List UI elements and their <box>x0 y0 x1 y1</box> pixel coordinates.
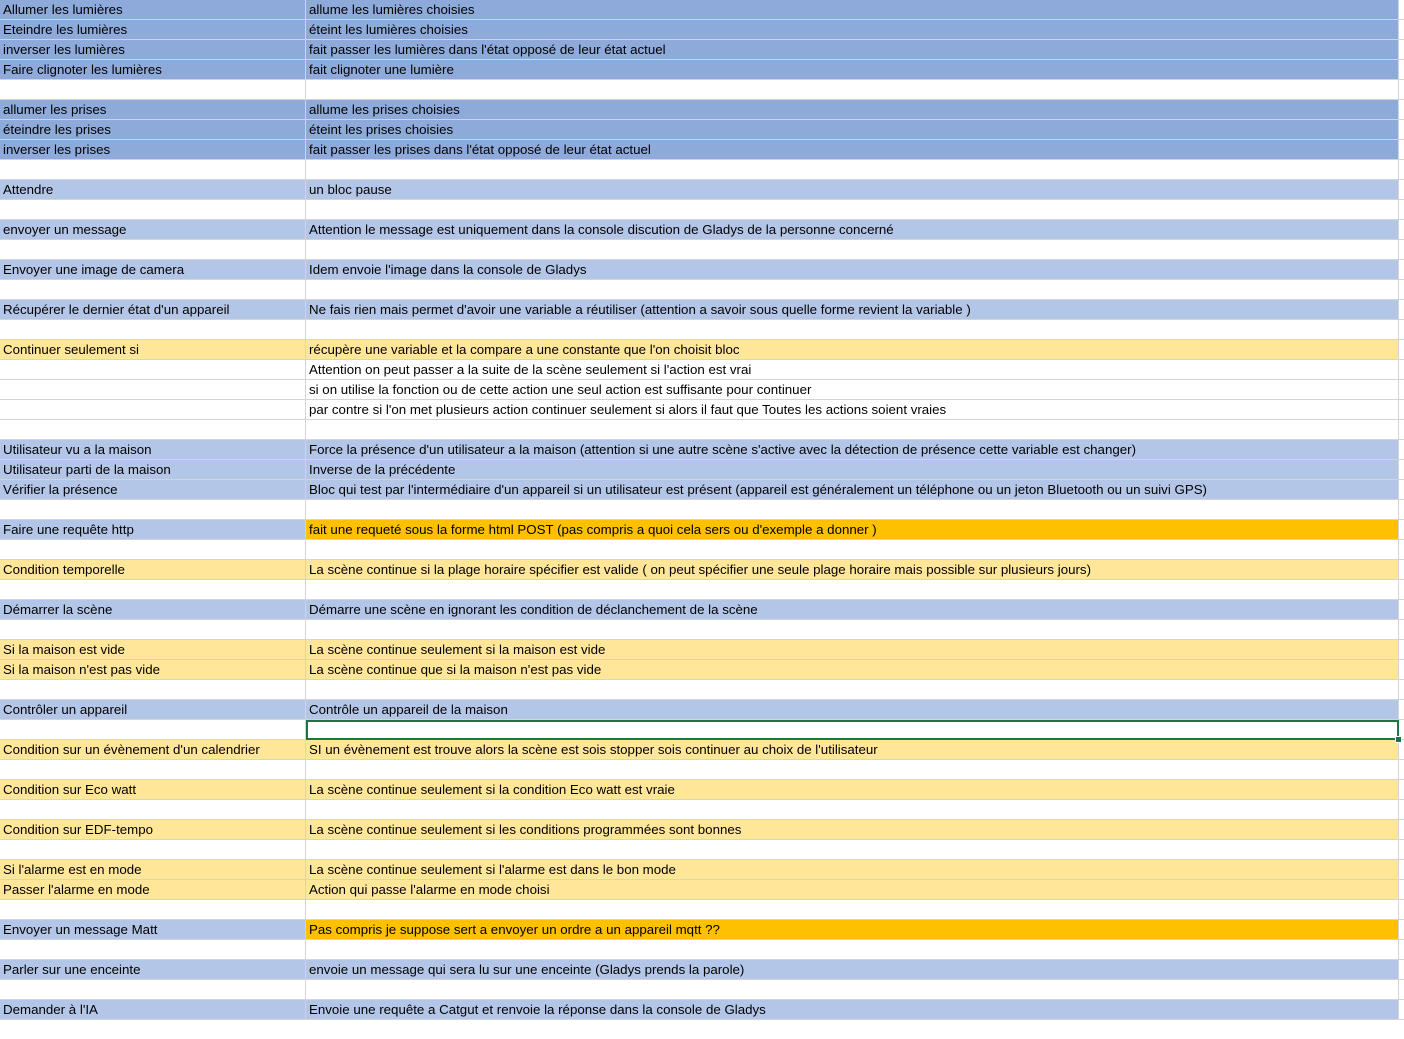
action-name-cell[interactable] <box>0 540 306 560</box>
action-description-cell[interactable]: Envoie une requête a Catgut et renvoie la réponse dans la console de Gladys <box>306 1000 1399 1020</box>
table-row <box>0 980 1404 1000</box>
action-name-cell[interactable]: Contrôler un appareil <box>0 700 306 720</box>
action-description-cell[interactable] <box>306 160 1399 180</box>
table-row <box>0 660 1404 680</box>
empty-cell[interactable] <box>1399 680 1404 700</box>
action-description-cell[interactable]: un bloc pause <box>306 180 1399 200</box>
table-row <box>0 440 1404 460</box>
action-name-cell[interactable] <box>0 420 306 440</box>
empty-cell[interactable] <box>1399 780 1404 800</box>
empty-cell[interactable] <box>1399 0 1404 20</box>
empty-cell[interactable] <box>1399 220 1404 240</box>
action-description-cell[interactable]: La scène continue seulement si les conditions programmées sont bonnes <box>306 820 1399 840</box>
table-row <box>0 1000 1404 1020</box>
empty-cell[interactable] <box>1399 280 1404 300</box>
empty-cell[interactable] <box>1399 540 1404 560</box>
empty-cell[interactable] <box>1399 760 1404 780</box>
action-name-cell[interactable]: Eteindre les lumières <box>0 20 306 40</box>
action-name-cell[interactable] <box>0 680 306 700</box>
empty-cell[interactable] <box>1399 480 1404 500</box>
table-row <box>0 620 1404 640</box>
empty-cell[interactable] <box>1399 180 1404 200</box>
action-description-cell[interactable] <box>306 280 1399 300</box>
action-description-cell[interactable]: fait passer les prises dans l'état opposé de leur état actuel <box>306 140 1399 160</box>
table-row <box>0 520 1404 540</box>
action-name-cell[interactable]: Envoyer une image de camera <box>0 260 306 280</box>
action-name-cell[interactable] <box>0 400 306 420</box>
table-row <box>0 800 1404 820</box>
action-name-cell[interactable] <box>0 320 306 340</box>
action-name-cell[interactable]: Parler sur une enceinte <box>0 960 306 980</box>
empty-cell[interactable] <box>1399 380 1404 400</box>
table-row <box>0 600 1404 620</box>
action-description-cell[interactable]: si on utilise la fonction ou de cette action une seul action est suffisante pour continuer <box>306 380 1399 400</box>
table-row <box>0 460 1404 480</box>
action-name-cell[interactable]: Condition sur EDF-tempo <box>0 820 306 840</box>
action-name-cell[interactable]: Récupérer le dernier état d'un appareil <box>0 300 306 320</box>
action-description-cell[interactable] <box>306 800 1399 820</box>
empty-cell[interactable] <box>1399 820 1404 840</box>
action-name-cell[interactable] <box>0 800 306 820</box>
action-name-cell[interactable] <box>0 840 306 860</box>
table-row <box>0 240 1404 260</box>
action-name-cell[interactable] <box>0 620 306 640</box>
table-row <box>0 700 1404 720</box>
table-row <box>0 380 1404 400</box>
table-row <box>0 60 1404 80</box>
action-name-cell[interactable]: Envoyer un message Matt <box>0 920 306 940</box>
empty-cell[interactable] <box>1399 800 1404 820</box>
action-name-cell[interactable]: Faire clignoter les lumières <box>0 60 306 80</box>
empty-cell[interactable] <box>1399 200 1404 220</box>
action-name-cell[interactable]: Si la maison n'est pas vide <box>0 660 306 680</box>
table-row <box>0 820 1404 840</box>
table-row <box>0 920 1404 940</box>
action-name-cell[interactable] <box>0 580 306 600</box>
empty-cell[interactable] <box>1399 240 1404 260</box>
table-row <box>0 740 1404 760</box>
action-description-cell[interactable]: Contrôle un appareil de la maison <box>306 700 1399 720</box>
selected-cell[interactable] <box>306 720 1399 740</box>
action-name-cell[interactable] <box>0 720 306 740</box>
action-name-cell[interactable]: allumer les prises <box>0 100 306 120</box>
empty-cell[interactable] <box>1399 460 1404 480</box>
table-row <box>0 360 1404 380</box>
action-description-cell[interactable]: Action qui passe l'alarme en mode choisi <box>306 880 1399 900</box>
action-description-cell[interactable]: éteint les prises choisies <box>306 120 1399 140</box>
action-name-cell[interactable]: éteindre les prises <box>0 120 306 140</box>
table-row <box>0 280 1404 300</box>
action-description-cell[interactable]: Attention le message est uniquement dans la console discution de Gladys de la personne concerné <box>306 220 1399 240</box>
action-description-cell[interactable]: allume les lumières choisies <box>306 0 1399 20</box>
action-name-cell[interactable] <box>0 160 306 180</box>
empty-cell[interactable] <box>1399 440 1404 460</box>
action-name-cell[interactable]: Utilisateur parti de la maison <box>0 460 306 480</box>
action-description-cell[interactable]: La scène continue seulement si la condition Eco watt est vraie <box>306 780 1399 800</box>
table-row <box>0 200 1404 220</box>
table-row <box>0 560 1404 580</box>
action-name-cell[interactable] <box>0 760 306 780</box>
action-name-cell[interactable]: Demander à l'IA <box>0 1000 306 1020</box>
action-name-cell[interactable]: Attendre <box>0 180 306 200</box>
action-description-cell[interactable] <box>306 840 1399 860</box>
empty-cell[interactable] <box>1399 900 1404 920</box>
table-row <box>0 420 1404 440</box>
action-name-cell[interactable] <box>0 200 306 220</box>
empty-cell[interactable] <box>1399 940 1404 960</box>
empty-cell[interactable] <box>1399 580 1404 600</box>
table-row <box>0 860 1404 880</box>
action-description-cell[interactable]: Pas compris je suppose sert a envoyer un ordre a un appareil mqtt ?? <box>306 920 1399 940</box>
action-name-cell[interactable]: inverser les prises <box>0 140 306 160</box>
empty-cell[interactable] <box>1399 60 1404 80</box>
action-description-cell[interactable]: Idem envoie l'image dans la console de Gladys <box>306 260 1399 280</box>
empty-cell[interactable] <box>1399 840 1404 860</box>
empty-cell[interactable] <box>1399 860 1404 880</box>
table-row <box>0 180 1404 200</box>
action-description-cell[interactable]: récupère une variable et la compare a une constante que l'on choisit bloc <box>306 340 1399 360</box>
action-description-cell[interactable]: éteint les lumières choisies <box>306 20 1399 40</box>
action-name-cell[interactable]: inverser les lumières <box>0 40 306 60</box>
empty-cell[interactable] <box>1399 120 1404 140</box>
empty-cell[interactable] <box>1399 300 1404 320</box>
empty-cell[interactable] <box>1399 100 1404 120</box>
table-row <box>0 500 1404 520</box>
empty-cell[interactable] <box>1399 620 1404 640</box>
action-name-cell[interactable]: Condition temporelle <box>0 560 306 580</box>
action-description-cell[interactable] <box>306 680 1399 700</box>
empty-cell[interactable] <box>1399 600 1404 620</box>
empty-cell[interactable] <box>1399 40 1404 60</box>
table-row <box>0 80 1404 100</box>
empty-cell[interactable] <box>1399 360 1404 380</box>
table-row <box>0 100 1404 120</box>
action-name-cell[interactable] <box>0 980 306 1000</box>
empty-cell[interactable] <box>1399 1000 1404 1020</box>
action-description-cell[interactable] <box>306 80 1399 100</box>
action-name-cell[interactable]: Continuer seulement si <box>0 340 306 360</box>
table-row <box>0 960 1404 980</box>
action-name-cell[interactable]: Démarrer la scène <box>0 600 306 620</box>
table-row <box>0 340 1404 360</box>
action-name-cell[interactable] <box>0 80 306 100</box>
action-name-cell[interactable]: Si la maison est vide <box>0 640 306 660</box>
empty-cell[interactable] <box>1399 140 1404 160</box>
table-row <box>0 140 1404 160</box>
action-description-cell[interactable]: Force la présence d'un utilisateur a la maison (attention si une autre scène s'active avec la détection de présence cette variable est changer) <box>306 440 1399 460</box>
table-row <box>0 320 1404 340</box>
table-row <box>0 640 1404 660</box>
table-row <box>0 220 1404 240</box>
action-description-cell[interactable]: allume les prises choisies <box>306 100 1399 120</box>
table-row <box>0 880 1404 900</box>
empty-cell[interactable] <box>1399 700 1404 720</box>
action-description-cell[interactable] <box>306 500 1399 520</box>
empty-cell[interactable] <box>1399 500 1404 520</box>
empty-cell[interactable] <box>1399 980 1404 1000</box>
action-name-cell[interactable] <box>0 900 306 920</box>
action-description-cell[interactable]: Attention on peut passer a la suite de la scène seulement si l'action est vrai <box>306 360 1399 380</box>
action-description-cell[interactable]: fait passer les lumières dans l'état opposé de leur état actuel <box>306 40 1399 60</box>
action-description-cell[interactable] <box>306 200 1399 220</box>
action-description-cell[interactable]: La scène continue seulement si l'alarme est dans le bon mode <box>306 860 1399 880</box>
table-row <box>0 40 1404 60</box>
empty-cell[interactable] <box>1399 340 1404 360</box>
empty-cell[interactable] <box>1399 880 1404 900</box>
action-description-cell[interactable]: Inverse de la précédente <box>306 460 1399 480</box>
action-description-cell[interactable] <box>306 940 1399 960</box>
empty-cell[interactable] <box>1399 520 1404 540</box>
table-row <box>0 940 1404 960</box>
fill-handle[interactable] <box>1395 736 1402 743</box>
table-row <box>0 780 1404 800</box>
action-description-cell[interactable] <box>306 420 1399 440</box>
empty-cell[interactable] <box>1399 80 1404 100</box>
action-name-cell[interactable]: Si l'alarme est en mode <box>0 860 306 880</box>
action-name-cell[interactable] <box>0 280 306 300</box>
table-row <box>0 20 1404 40</box>
action-description-cell[interactable]: fait une requeté sous la forme html POST (pas compris a quoi cela sers ou d'exemple a donner ) <box>306 520 1399 540</box>
empty-cell[interactable] <box>1399 660 1404 680</box>
action-name-cell[interactable]: Vérifier la présence <box>0 480 306 500</box>
action-description-cell[interactable]: envoie un message qui sera lu sur une enceinte (Gladys prends la parole) <box>306 960 1399 980</box>
table-row <box>0 260 1404 280</box>
empty-cell[interactable] <box>1399 920 1404 940</box>
action-description-cell[interactable] <box>306 580 1399 600</box>
table-row <box>0 580 1404 600</box>
action-description-cell[interactable]: Ne fais rien mais permet d'avoir une variable a réutiliser (attention a savoir sous quelle forme revient la variable ) <box>306 300 1399 320</box>
action-description-cell[interactable] <box>306 620 1399 640</box>
table-row <box>0 680 1404 700</box>
action-description-cell[interactable] <box>306 980 1399 1000</box>
table-row <box>0 120 1404 140</box>
action-description-cell[interactable]: par contre si l'on met plusieurs action continuer seulement si alors il faut que Toutes les actions soient vraies <box>306 400 1399 420</box>
action-name-cell[interactable]: Allumer les lumières <box>0 0 306 20</box>
table-row <box>0 400 1404 420</box>
empty-cell[interactable] <box>1399 160 1404 180</box>
empty-cell[interactable] <box>1399 960 1404 980</box>
table-row <box>0 480 1404 500</box>
empty-cell[interactable] <box>1399 420 1404 440</box>
action-description-cell[interactable]: La scène continue que si la maison n'est pas vide <box>306 660 1399 680</box>
empty-cell[interactable] <box>1399 560 1404 580</box>
empty-cell[interactable] <box>1399 260 1404 280</box>
empty-cell[interactable] <box>1399 400 1404 420</box>
action-description-cell[interactable] <box>306 900 1399 920</box>
empty-cell[interactable] <box>1399 640 1404 660</box>
action-description-cell[interactable] <box>306 240 1399 260</box>
action-description-cell[interactable]: Démarre une scène en ignorant les condition de déclanchement de la scène <box>306 600 1399 620</box>
table-row <box>0 840 1404 860</box>
table-row <box>0 720 1404 740</box>
empty-cell[interactable] <box>1399 320 1404 340</box>
action-name-cell[interactable]: Utilisateur vu a la maison <box>0 440 306 460</box>
action-name-cell[interactable]: Faire une requête http <box>0 520 306 540</box>
action-name-cell[interactable] <box>0 360 306 380</box>
table-row <box>0 0 1404 20</box>
action-name-cell[interactable]: Condition sur un évènement d'un calendrier <box>0 740 306 760</box>
table-row <box>0 760 1404 780</box>
action-name-cell[interactable]: Passer l'alarme en mode <box>0 880 306 900</box>
action-name-cell[interactable] <box>0 380 306 400</box>
action-description-cell[interactable]: Bloc qui test par l'intermédiaire d'un appareil si un utilisateur est présent (appareil est généralement un téléphone ou un jeton Bluetooth ou un suivi GPS) <box>306 480 1399 500</box>
action-description-cell[interactable]: La scène continue si la plage horaire spécifier est valide ( on peut spécifier une seule plage horaire mais possible sur plusieurs jours) <box>306 560 1399 580</box>
action-description-cell[interactable] <box>306 540 1399 560</box>
action-name-cell[interactable]: Condition sur Eco watt <box>0 780 306 800</box>
empty-cell[interactable] <box>1399 20 1404 40</box>
table-row <box>0 300 1404 320</box>
table-row <box>0 540 1404 560</box>
action-description-cell[interactable] <box>306 760 1399 780</box>
empty-cell[interactable] <box>1399 740 1404 760</box>
table-row <box>0 900 1404 920</box>
action-name-cell[interactable] <box>0 500 306 520</box>
action-name-cell[interactable] <box>0 240 306 260</box>
action-description-cell[interactable]: La scène continue seulement si la maison est vide <box>306 640 1399 660</box>
action-description-cell[interactable]: fait clignoter une lumière <box>306 60 1399 80</box>
action-name-cell[interactable]: envoyer un message <box>0 220 306 240</box>
action-name-cell[interactable] <box>0 940 306 960</box>
table-row <box>0 160 1404 180</box>
action-description-cell[interactable] <box>306 320 1399 340</box>
action-description-cell[interactable]: SI un évènement est trouve alors la scène est sois stopper sois continuer au choix de l'utilisateur <box>306 740 1399 760</box>
